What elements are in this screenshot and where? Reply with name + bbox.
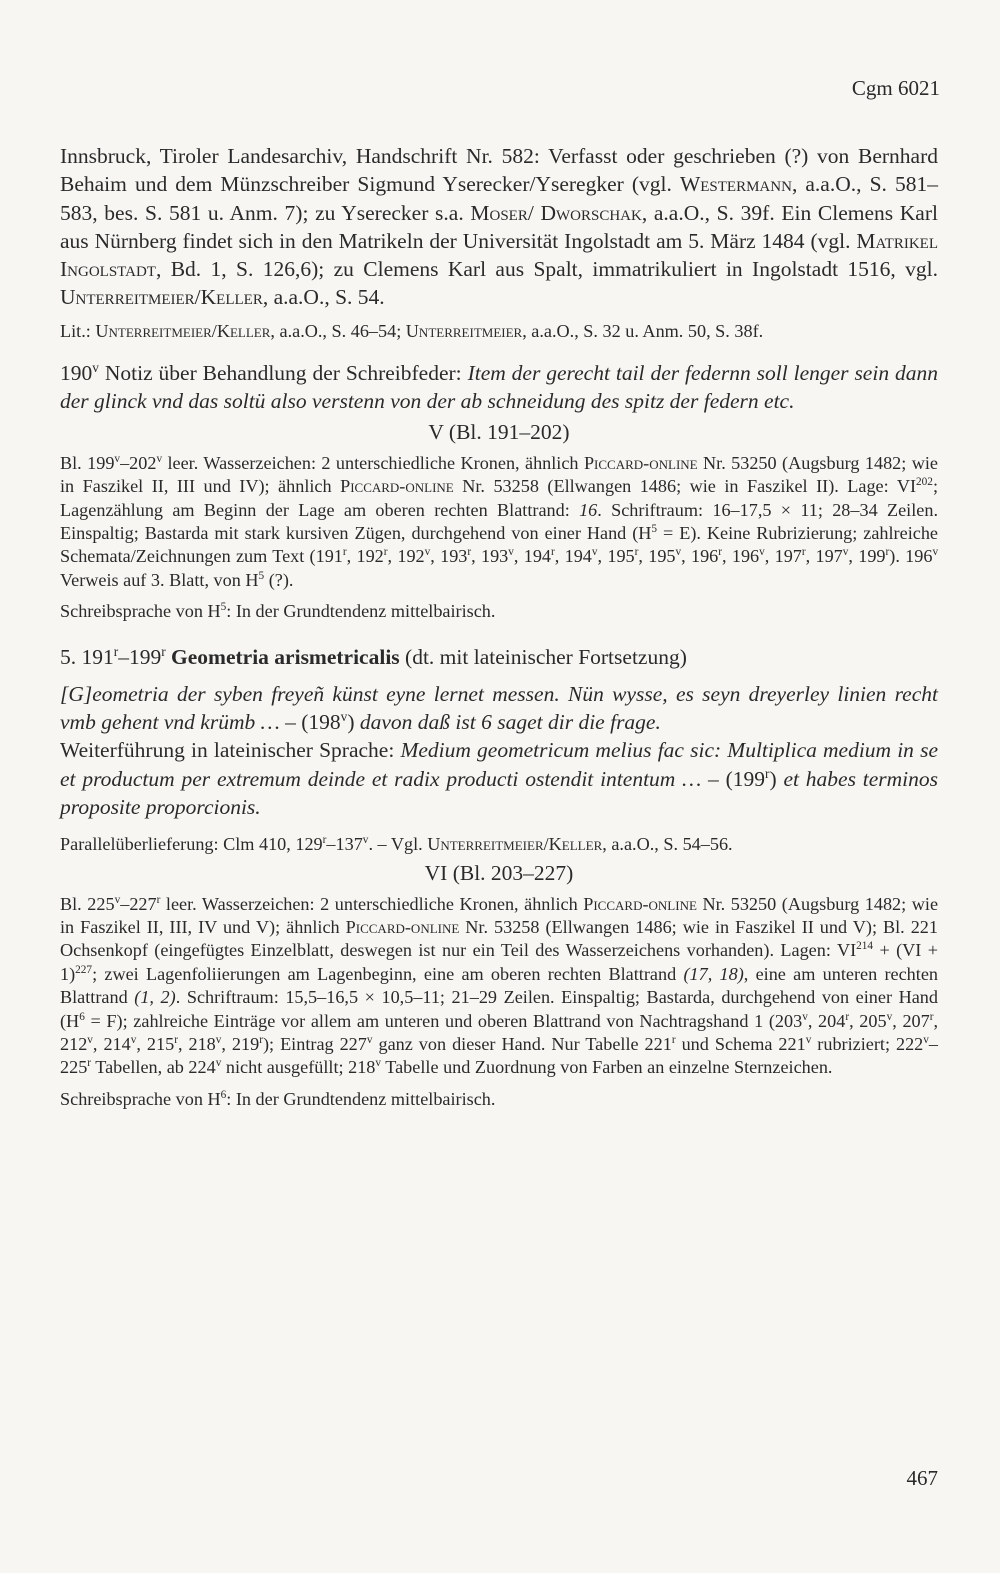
section-vi-description: Bl. 225$^v$–227$^r$ leer. Wasserzeichen: 2 unterschiedliche Kronen, ähnlich Piccard-online Nr. 53250 (Augsburg 1482; wie in Faszikel II, III, IV und V); ähnlich Piccard-online Nr. 53258 (Ellwangen 1486; wie in Faszikel II und V); Bl. 221 Ochsenkopf (eingefügtes Einzelblatt, deswegen ist nur ein Teil des Wasserzeichens vorhanden). Lagen: $VI^{214} + (VI + 1)^{227}$; zwei Lagenfoliierungen am Lagenbeginn, eine am oberen rechten Blattrand (17, 18), eine am unteren rechten Blattrand (1, 2). Schriftraum: 15,5–16,5 × 10,5–11; 21–29 Zeilen. Einspaltig; Bastarda, durchgehend von einer Hand $(H^6 = F)$; zahlreiche Einträge vor allem am unteren und oberen Blattrand von Nachtragshand 1 (203$^v$, 204$^r$, 205$^v$, 207$^r$, 212$^v$, 214$^v$, 215$^r$, 218$^v$, 219$^r$); Eintrag 227$^v$ ganz von dieser Hand. Nur Tabelle 221$^r$ und Schema 221$^v$ rubriziert; 222$^v$–225$^r$ Tabellen, ab 224$^v$ nicht ausgefüllt; 218$^v$ Tabelle und Zuordnung von Farben an einzelne Sternzeichen. xyxy=(60,893,939,1078)
item-5-heading: 5. 191$^r$–199$^r$ Geometria arismetricalis (dt. mit lateinischer Fortsetzung) xyxy=(60,643,687,669)
section-v-language: Schreibsprache von $H^5$: In der Grundtendenz mittelbairisch. xyxy=(60,601,496,622)
running-header: Cgm 6021 xyxy=(851,76,940,100)
section-v-heading: V (Bl. 191–202) xyxy=(428,419,570,444)
page-number: 467 xyxy=(906,1466,938,1490)
item-5-parallel: Parallelüberlieferung: Clm 410, 129$^r$–137$^v$. – Vgl. Unterreitmeier/Keller, a.a.O., S. 54–56. xyxy=(60,834,733,855)
literature-note: Lit.: Unterreitmeier/Keller, a.a.O., S. 46–54; Unterreitmeier, a.a.O., S. 32 u. Anm. 50, S. 38f. xyxy=(60,320,764,341)
page-body xyxy=(60,142,938,1111)
item-5-title: Geometria arismetricalis xyxy=(171,644,400,669)
item-5-continuation: Weiterführung in lateinischer Sprache: Medium geometricum melius fac sic: Multiplica medium in se et productum per extremum deinde et radix producti ostendit intentum … – (199$^r$) et habes terminos proposite proporcionis. xyxy=(60,738,938,819)
item-5-incipit: [G]eometria der syben freyeñ künst eyne lernet messen. Nün wysse, es seyn dreyerley linien recht vmb gehent vnd krümb … – (198$^v$) davon daß ist 6 saget dir die frage. xyxy=(60,681,938,734)
section-vi-language: Schreibsprache von $H^6$: In der Grundtendenz mittelbairisch. xyxy=(60,1088,496,1109)
section-v-description: Bl. 199$^v$–202$^v$ leer. Wasserzeichen: 2 unterschiedliche Kronen, ähnlich Piccard-online Nr. 53250 (Augsburg 1482; wie in Faszikel II, III und IV); ähnlich Piccard-online Nr. 53258 (Ellwangen 1486; wie in Faszikel II). Lage: VI$^{202}$; Lagenzählung am Beginn der Lage am oberen rechten Blattrand: 16. Schriftraum: 16–17,5 × 11; 28–34 Zeilen. Einspaltig; Bastarda mit stark kursiven Zügen, durchgehend von einer Hand $(H^5 = E)$. Keine Rubrizierung; zahlreiche Schemata/Zeichnungen zum Text (191$^r$, 192$^r$, 192$^v$, 193$^r$, 193$^v$, 194$^r$, 194$^v$, 195$^r$, 195$^v$, 196$^r$, 196$^v$, 197$^r$, 197$^v$, 199$^r$). 196$^v$ Verweis auf 3. Blatt, von $H^5$ (?). xyxy=(60,452,939,590)
section-vi-heading: VI (Bl. 203–227) xyxy=(424,860,574,885)
intro-paragraph: Innsbruck, Tiroler Landesarchiv, Handschrift Nr. 582: Verfasst oder geschrieben (?) von Bernhard Behaim und dem Münzschreiber Sigmund Yserecker/Yseregker (vgl. Westermann, a.a.O., S. 581–583, bes. S. 581 u. Anm. 7); zu Yserecker s.a. Moser/ Dworschak, a.a.O., S. 39f. Ein Clemens Karl aus Nürnberg findet sich in den Matrikeln der Universität Ingolstadt am 5. März 1484 (vgl. Matrikel Ingolstadt, Bd. 1, S. 126,6); zu Clemens Karl aus Spalt, immatrikuliert in Ingolstadt 1516, vgl. Unterreitmeier/Keller, a.a.O., S. 54. xyxy=(60,144,938,310)
notiz-paragraph: 190$^v$ Notiz über Behandlung der Schreibfeder: Item der gerecht tail der federnn soll lenger sein dann der glinck vnd das soltü also verstenn von der ab schneidung des spitz der federn etc. xyxy=(60,359,938,414)
